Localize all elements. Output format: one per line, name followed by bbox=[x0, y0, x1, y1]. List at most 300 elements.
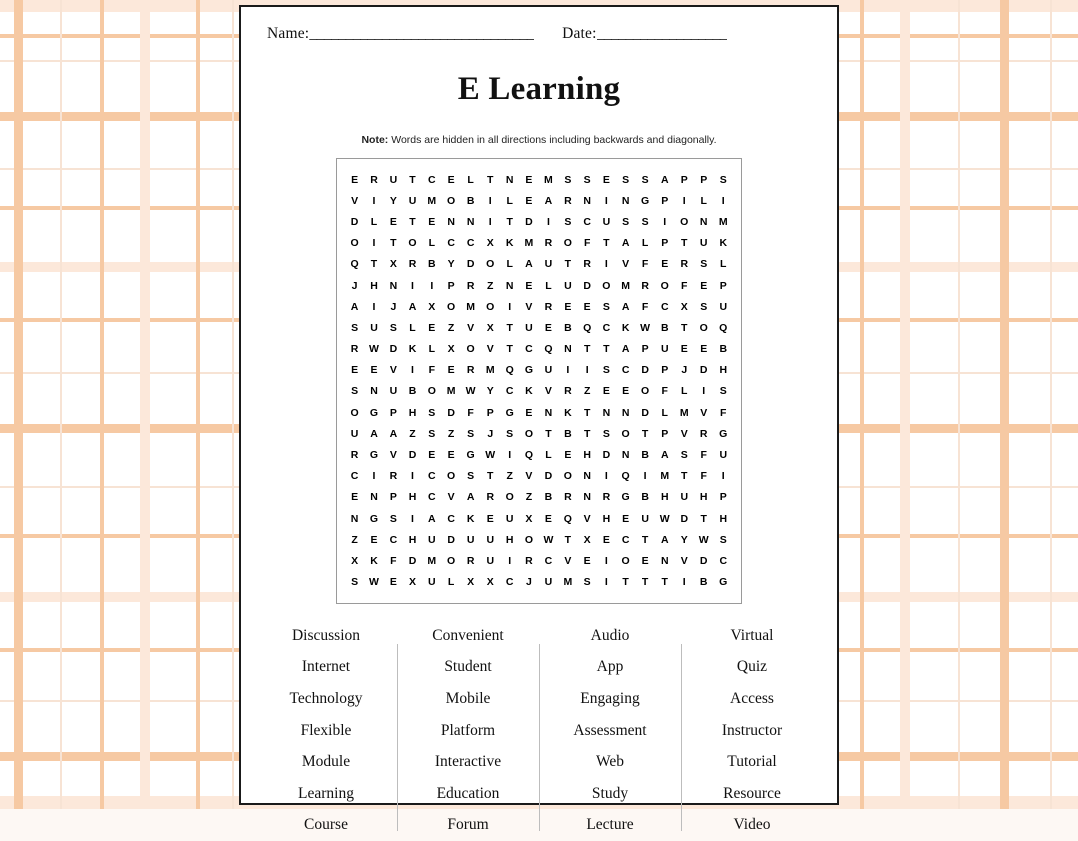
word-list-item[interactable]: Course bbox=[304, 816, 348, 834]
grid-cell[interactable]: K bbox=[505, 237, 514, 250]
grid-cell[interactable]: R bbox=[544, 237, 553, 250]
grid-cell[interactable]: J bbox=[390, 300, 397, 313]
grid-cell[interactable]: S bbox=[506, 427, 514, 440]
grid-cell[interactable]: G bbox=[369, 512, 379, 525]
grid-cell[interactable]: I bbox=[411, 470, 414, 483]
grid-cell[interactable]: U bbox=[525, 321, 533, 334]
grid-cell[interactable]: J bbox=[487, 427, 494, 440]
grid-cell[interactable]: N bbox=[621, 194, 630, 207]
grid-cell[interactable]: N bbox=[583, 491, 591, 504]
grid-cell[interactable]: Z bbox=[447, 321, 455, 334]
grid-cell[interactable]: P bbox=[641, 343, 649, 356]
grid-cell[interactable]: S bbox=[389, 321, 397, 334]
grid-cell[interactable]: A bbox=[660, 449, 669, 462]
grid-cell[interactable]: B bbox=[408, 385, 417, 398]
grid-cell[interactable]: B bbox=[564, 427, 572, 440]
grid-cell[interactable]: E bbox=[641, 554, 649, 567]
word-list-item[interactable]: Student bbox=[444, 658, 492, 676]
grid-cell[interactable]: O bbox=[447, 194, 456, 207]
grid-cell[interactable]: I bbox=[663, 215, 667, 228]
word-list-item[interactable]: Mobile bbox=[445, 689, 491, 707]
grid-cell[interactable]: C bbox=[427, 470, 436, 483]
grid-cell[interactable]: H bbox=[408, 533, 417, 546]
grid-cell[interactable]: N bbox=[699, 215, 708, 228]
grid-cell[interactable]: A bbox=[660, 533, 669, 546]
grid-cell[interactable]: U bbox=[486, 533, 495, 546]
grid-cell[interactable]: O bbox=[350, 406, 359, 419]
grid-cell[interactable]: I bbox=[488, 215, 492, 228]
grid-cell[interactable]: U bbox=[427, 533, 436, 546]
grid-cell[interactable]: L bbox=[467, 173, 474, 186]
grid-cell[interactable]: P bbox=[719, 491, 727, 504]
grid-cell[interactable]: T bbox=[681, 470, 688, 483]
grid-cell[interactable]: L bbox=[506, 194, 513, 207]
grid-cell[interactable]: D bbox=[602, 449, 611, 462]
grid-cell[interactable]: D bbox=[447, 533, 455, 546]
grid-cell[interactable]: X bbox=[486, 576, 494, 589]
grid-cell[interactable]: O bbox=[524, 427, 533, 440]
word-list-item[interactable]: Convenient bbox=[432, 626, 504, 644]
grid-cell[interactable]: S bbox=[680, 449, 688, 462]
grid-cell[interactable]: H bbox=[370, 279, 378, 292]
grid-cell[interactable]: L bbox=[641, 237, 649, 250]
grid-cell[interactable]: F bbox=[428, 364, 435, 377]
grid-cell[interactable]: Z bbox=[409, 427, 416, 440]
grid-cell[interactable]: N bbox=[505, 173, 514, 186]
grid-cell[interactable]: S bbox=[351, 576, 359, 589]
grid-cell[interactable]: Q bbox=[719, 321, 728, 334]
grid-cell[interactable]: E bbox=[447, 449, 455, 462]
grid-cell[interactable]: R bbox=[466, 364, 475, 377]
grid-cell[interactable]: E bbox=[486, 512, 494, 525]
grid-cell[interactable]: N bbox=[621, 406, 630, 419]
grid-cell[interactable]: B bbox=[719, 343, 728, 356]
grid-cell[interactable]: A bbox=[621, 300, 630, 313]
grid-cell[interactable]: N bbox=[389, 279, 398, 292]
grid-cell[interactable]: G bbox=[524, 364, 533, 377]
grid-cell[interactable]: L bbox=[428, 237, 435, 250]
grid-cell[interactable]: V bbox=[351, 194, 359, 207]
grid-cell[interactable]: K bbox=[408, 343, 417, 356]
grid-cell[interactable]: K bbox=[466, 512, 475, 525]
grid-cell[interactable]: N bbox=[621, 449, 630, 462]
grid-cell[interactable]: C bbox=[350, 470, 359, 483]
grid-cell[interactable]: O bbox=[524, 533, 533, 546]
grid-cell[interactable]: S bbox=[622, 173, 630, 186]
word-list-item[interactable]: Web bbox=[595, 753, 625, 771]
grid-cell[interactable]: X bbox=[389, 258, 397, 271]
grid-cell[interactable]: E bbox=[370, 364, 378, 377]
grid-cell[interactable]: W bbox=[369, 576, 379, 589]
grid-cell[interactable]: L bbox=[506, 258, 513, 271]
grid-cell[interactable]: T bbox=[409, 173, 416, 186]
grid-cell[interactable]: V bbox=[622, 258, 630, 271]
grid-cell[interactable]: A bbox=[389, 427, 398, 440]
grid-cell[interactable]: E bbox=[370, 533, 378, 546]
grid-cell[interactable]: E bbox=[389, 215, 397, 228]
grid-cell[interactable]: S bbox=[700, 258, 708, 271]
grid-cell[interactable]: T bbox=[603, 343, 610, 356]
grid-cell[interactable]: E bbox=[661, 258, 669, 271]
grid-cell[interactable]: F bbox=[641, 258, 649, 271]
grid-cell[interactable]: S bbox=[389, 512, 397, 525]
grid-cell[interactable]: S bbox=[602, 427, 610, 440]
grid-cell[interactable]: J bbox=[681, 364, 688, 377]
grid-cell[interactable]: C bbox=[389, 533, 398, 546]
grid-cell[interactable]: Z bbox=[487, 279, 494, 292]
grid-cell[interactable]: E bbox=[544, 321, 552, 334]
grid-cell[interactable]: T bbox=[681, 237, 688, 250]
grid-cell[interactable]: E bbox=[583, 554, 591, 567]
grid-cell[interactable]: M bbox=[718, 215, 728, 228]
grid-cell[interactable]: L bbox=[447, 576, 455, 589]
grid-cell[interactable]: N bbox=[544, 406, 553, 419]
grid-cell[interactable]: A bbox=[621, 343, 630, 356]
grid-cell[interactable]: T bbox=[506, 321, 513, 334]
grid-cell[interactable]: G bbox=[719, 576, 728, 589]
grid-cell[interactable]: M bbox=[485, 364, 495, 377]
grid-cell[interactable]: D bbox=[544, 470, 553, 483]
grid-cell[interactable]: L bbox=[428, 343, 435, 356]
grid-cell[interactable]: D bbox=[408, 554, 417, 567]
grid-cell[interactable]: O bbox=[621, 427, 630, 440]
grid-cell[interactable]: X bbox=[351, 554, 359, 567]
grid-cell[interactable]: R bbox=[680, 258, 689, 271]
grid-cell[interactable]: E bbox=[700, 343, 708, 356]
date-input-line[interactable]: __________________ bbox=[596, 25, 728, 42]
grid-cell[interactable]: I bbox=[372, 470, 376, 483]
grid-cell[interactable]: N bbox=[583, 194, 591, 207]
grid-cell[interactable]: S bbox=[467, 427, 475, 440]
grid-cell[interactable]: D bbox=[389, 343, 398, 356]
grid-cell[interactable]: I bbox=[488, 194, 492, 207]
grid-cell[interactable]: N bbox=[660, 554, 669, 567]
word-list-item[interactable]: Video bbox=[733, 816, 771, 834]
word-list-item[interactable]: App bbox=[596, 658, 624, 676]
grid-cell[interactable]: R bbox=[564, 385, 572, 398]
grid-cell[interactable]: C bbox=[427, 491, 436, 504]
grid-cell[interactable]: E bbox=[351, 173, 359, 186]
grid-cell[interactable]: M bbox=[621, 279, 631, 292]
grid-cell[interactable]: C bbox=[505, 385, 514, 398]
grid-cell[interactable]: E bbox=[389, 576, 397, 589]
grid-cell[interactable]: M bbox=[466, 300, 475, 313]
grid-cell[interactable]: O bbox=[602, 279, 611, 292]
grid-cell[interactable]: U bbox=[544, 364, 553, 377]
grid-cell[interactable]: V bbox=[525, 470, 533, 483]
word-list-item[interactable]: Interactive bbox=[434, 753, 502, 771]
grid-cell[interactable]: S bbox=[583, 173, 591, 186]
grid-cell[interactable]: M bbox=[524, 237, 534, 250]
grid-cell[interactable]: F bbox=[467, 406, 474, 419]
grid-cell[interactable]: S bbox=[467, 470, 475, 483]
grid-cell[interactable]: O bbox=[447, 470, 456, 483]
grid-cell[interactable]: M bbox=[660, 470, 670, 483]
word-search-grid[interactable] bbox=[336, 158, 742, 604]
grid-cell[interactable]: G bbox=[641, 194, 650, 207]
grid-cell[interactable]: E bbox=[447, 364, 455, 377]
grid-cell[interactable]: F bbox=[720, 406, 727, 419]
grid-cell[interactable]: H bbox=[719, 512, 728, 525]
grid-cell[interactable]: E bbox=[680, 343, 688, 356]
grid-cell[interactable]: I bbox=[566, 364, 570, 377]
grid-cell[interactable]: U bbox=[389, 385, 398, 398]
grid-cell[interactable]: I bbox=[372, 300, 376, 313]
grid-cell[interactable]: Q bbox=[350, 258, 359, 271]
grid-cell[interactable]: O bbox=[505, 491, 514, 504]
grid-cell[interactable]: B bbox=[466, 194, 475, 207]
grid-cell[interactable]: S bbox=[719, 173, 727, 186]
grid-cell[interactable]: O bbox=[350, 237, 359, 250]
grid-cell[interactable]: B bbox=[544, 491, 553, 504]
grid-cell[interactable]: V bbox=[564, 554, 572, 567]
grid-cell[interactable]: Q bbox=[524, 449, 533, 462]
grid-cell[interactable]: W bbox=[698, 533, 709, 546]
grid-cell[interactable]: I bbox=[508, 554, 512, 567]
grid-cell[interactable]: U bbox=[370, 321, 378, 334]
grid-cell[interactable]: R bbox=[370, 173, 378, 186]
grid-cell[interactable]: F bbox=[390, 554, 397, 567]
grid-cell[interactable]: F bbox=[700, 470, 707, 483]
grid-cell[interactable]: C bbox=[427, 173, 436, 186]
grid-cell[interactable]: U bbox=[544, 576, 553, 589]
grid-cell[interactable]: V bbox=[467, 321, 475, 334]
grid-cell[interactable]: E bbox=[525, 406, 533, 419]
grid-cell[interactable]: B bbox=[641, 491, 649, 504]
grid-cell[interactable]: O bbox=[427, 385, 436, 398]
grid-cell[interactable]: M bbox=[427, 194, 437, 207]
grid-cell[interactable]: N bbox=[447, 215, 455, 228]
grid-cell[interactable]: A bbox=[350, 300, 359, 313]
grid-cell[interactable]: O bbox=[447, 300, 456, 313]
grid-cell[interactable]: C bbox=[621, 364, 630, 377]
word-list-item[interactable]: Forum bbox=[447, 816, 489, 834]
grid-cell[interactable]: T bbox=[370, 258, 378, 271]
grid-cell[interactable]: I bbox=[604, 554, 608, 567]
grid-cell[interactable]: X bbox=[583, 533, 591, 546]
grid-cell[interactable]: R bbox=[466, 554, 475, 567]
grid-cell[interactable]: E bbox=[602, 533, 610, 546]
grid-cell[interactable]: E bbox=[351, 364, 359, 377]
grid-cell[interactable]: H bbox=[699, 491, 708, 504]
grid-cell[interactable]: L bbox=[720, 258, 727, 271]
grid-cell[interactable]: O bbox=[680, 215, 689, 228]
grid-cell[interactable]: T bbox=[700, 512, 707, 525]
grid-cell[interactable]: S bbox=[351, 321, 359, 334]
grid-cell[interactable]: M bbox=[427, 554, 437, 567]
grid-cell[interactable]: I bbox=[604, 258, 608, 271]
word-list-item[interactable]: Instructor bbox=[721, 721, 783, 739]
grid-cell[interactable]: V bbox=[447, 491, 455, 504]
grid-cell[interactable]: L bbox=[681, 385, 688, 398]
grid-cell[interactable]: E bbox=[622, 385, 630, 398]
grid-cell[interactable]: L bbox=[409, 321, 416, 334]
grid-cell[interactable]: E bbox=[447, 173, 455, 186]
grid-cell[interactable]: S bbox=[602, 300, 610, 313]
grid-cell[interactable]: A bbox=[466, 491, 475, 504]
grid-cell[interactable]: T bbox=[641, 576, 649, 589]
grid-cell[interactable]: I bbox=[508, 300, 512, 313]
grid-cell[interactable]: K bbox=[525, 385, 533, 398]
grid-cell[interactable]: T bbox=[564, 258, 572, 271]
grid-cell[interactable]: H bbox=[408, 491, 417, 504]
grid-cell[interactable]: G bbox=[621, 491, 630, 504]
grid-cell[interactable]: I bbox=[682, 576, 686, 589]
grid-cell[interactable]: A bbox=[544, 194, 553, 207]
grid-cell[interactable]: E bbox=[351, 491, 359, 504]
grid-cell[interactable]: T bbox=[390, 237, 397, 250]
grid-cell[interactable]: W bbox=[485, 449, 496, 462]
grid-cell[interactable]: T bbox=[506, 343, 513, 356]
grid-cell[interactable]: N bbox=[602, 406, 611, 419]
grid-cell[interactable]: V bbox=[389, 364, 397, 377]
grid-cell[interactable]: T bbox=[661, 576, 668, 589]
grid-cell[interactable]: S bbox=[641, 215, 649, 228]
grid-cell[interactable]: U bbox=[699, 237, 708, 250]
grid-cell[interactable]: T bbox=[409, 215, 416, 228]
grid-cell[interactable]: L bbox=[700, 194, 707, 207]
grid-cell[interactable]: P bbox=[661, 427, 669, 440]
grid-cell[interactable]: F bbox=[583, 237, 591, 250]
grid-cell[interactable]: R bbox=[544, 300, 553, 313]
grid-cell[interactable]: L bbox=[545, 279, 552, 292]
grid-cell[interactable]: Z bbox=[447, 427, 455, 440]
grid-cell[interactable]: R bbox=[699, 427, 708, 440]
grid-cell[interactable]: X bbox=[447, 343, 455, 356]
word-list-item[interactable]: Internet bbox=[301, 658, 351, 676]
name-input-line[interactable]: _______________________________ bbox=[309, 25, 535, 42]
grid-cell[interactable]: S bbox=[583, 576, 591, 589]
grid-cell[interactable]: U bbox=[660, 343, 669, 356]
grid-cell[interactable]: W bbox=[465, 385, 476, 398]
grid-cell[interactable]: W bbox=[659, 512, 670, 525]
grid-cell[interactable]: R bbox=[564, 491, 572, 504]
grid-cell[interactable]: X bbox=[680, 300, 688, 313]
word-list-item[interactable]: Lecture bbox=[586, 816, 634, 834]
grid-cell[interactable]: U bbox=[602, 215, 611, 228]
grid-cell[interactable]: O bbox=[563, 237, 572, 250]
grid-cell[interactable]: E bbox=[700, 279, 708, 292]
grid-cell[interactable]: S bbox=[428, 406, 436, 419]
grid-cell[interactable]: S bbox=[351, 385, 359, 398]
grid-cell[interactable]: D bbox=[699, 554, 708, 567]
grid-cell[interactable]: O bbox=[621, 554, 630, 567]
grid-cell[interactable]: V bbox=[680, 554, 688, 567]
grid-cell[interactable]: X bbox=[428, 300, 436, 313]
word-list-item[interactable]: Discussion bbox=[291, 626, 361, 644]
grid-cell[interactable]: U bbox=[350, 427, 359, 440]
grid-cell[interactable]: I bbox=[411, 364, 414, 377]
grid-cell[interactable]: R bbox=[583, 258, 591, 271]
grid-cell[interactable]: W bbox=[543, 533, 554, 546]
grid-cell[interactable]: U bbox=[544, 258, 553, 271]
grid-cell[interactable]: V bbox=[486, 343, 494, 356]
word-list-item[interactable]: Study bbox=[591, 784, 629, 802]
grid-cell[interactable]: G bbox=[719, 427, 728, 440]
grid-cell[interactable]: N bbox=[466, 215, 475, 228]
grid-cell[interactable]: G bbox=[369, 449, 379, 462]
grid-cell[interactable]: R bbox=[408, 258, 417, 271]
grid-cell[interactable]: F bbox=[681, 279, 688, 292]
grid-cell[interactable]: I bbox=[721, 470, 725, 483]
grid-cell[interactable]: I bbox=[604, 470, 608, 483]
grid-cell[interactable]: V bbox=[525, 300, 533, 313]
grid-cell[interactable]: I bbox=[604, 576, 608, 589]
word-list-item[interactable]: Flexible bbox=[300, 721, 352, 739]
grid-cell[interactable]: A bbox=[525, 258, 533, 271]
grid-cell[interactable]: R bbox=[641, 279, 649, 292]
grid-cell[interactable]: L bbox=[370, 215, 378, 228]
grid-cell[interactable]: N bbox=[505, 279, 514, 292]
grid-cell[interactable]: D bbox=[699, 364, 708, 377]
grid-cell[interactable]: P bbox=[700, 173, 708, 186]
grid-cell[interactable]: C bbox=[466, 237, 475, 250]
grid-cell[interactable]: P bbox=[661, 194, 669, 207]
grid-cell[interactable]: P bbox=[389, 491, 397, 504]
grid-cell[interactable]: A bbox=[660, 173, 669, 186]
grid-cell[interactable]: O bbox=[563, 470, 572, 483]
grid-cell[interactable]: O bbox=[466, 343, 475, 356]
grid-cell[interactable]: K bbox=[564, 406, 572, 419]
word-list-item[interactable]: Learning bbox=[298, 784, 354, 802]
grid-cell[interactable]: U bbox=[641, 512, 649, 525]
grid-cell[interactable]: T bbox=[506, 215, 513, 228]
grid-cell[interactable]: N bbox=[583, 470, 591, 483]
word-list-item[interactable]: Engaging bbox=[580, 689, 640, 707]
grid-cell[interactable]: L bbox=[661, 406, 668, 419]
grid-cell[interactable]: R bbox=[350, 343, 359, 356]
grid-cell[interactable]: I bbox=[682, 194, 686, 207]
grid-cell[interactable]: I bbox=[546, 215, 550, 228]
grid-cell[interactable]: O bbox=[486, 258, 495, 271]
grid-cell[interactable]: O bbox=[447, 554, 456, 567]
grid-cell[interactable]: J bbox=[526, 576, 532, 589]
grid-cell[interactable]: Y bbox=[486, 385, 494, 398]
grid-cell[interactable]: K bbox=[370, 554, 378, 567]
grid-cell[interactable]: Q bbox=[583, 321, 592, 334]
grid-cell[interactable]: U bbox=[719, 449, 728, 462]
grid-cell[interactable]: B bbox=[660, 321, 669, 334]
grid-cell[interactable]: I bbox=[585, 364, 589, 377]
grid-cell[interactable]: O bbox=[408, 237, 417, 250]
grid-cell[interactable]: H bbox=[583, 449, 591, 462]
grid-cell[interactable]: T bbox=[641, 533, 649, 546]
grid-cell[interactable]: T bbox=[622, 576, 629, 589]
word-list-item[interactable]: Module bbox=[301, 753, 351, 771]
grid-cell[interactable]: N bbox=[564, 343, 572, 356]
grid-cell[interactable]: V bbox=[389, 449, 397, 462]
grid-cell[interactable]: T bbox=[487, 173, 494, 186]
grid-cell[interactable]: U bbox=[564, 279, 572, 292]
grid-cell[interactable]: H bbox=[660, 491, 669, 504]
grid-cell[interactable]: I bbox=[372, 194, 376, 207]
grid-cell[interactable]: T bbox=[487, 470, 494, 483]
grid-cell[interactable]: J bbox=[351, 279, 358, 292]
grid-cell[interactable]: B bbox=[564, 321, 572, 334]
grid-cell[interactable]: H bbox=[505, 533, 514, 546]
grid-cell[interactable]: M bbox=[544, 173, 553, 186]
grid-cell[interactable]: R bbox=[389, 470, 398, 483]
grid-cell[interactable]: T bbox=[641, 427, 649, 440]
grid-cell[interactable]: P bbox=[680, 173, 688, 186]
grid-cell[interactable]: E bbox=[583, 300, 591, 313]
grid-cell[interactable]: E bbox=[428, 215, 436, 228]
grid-cell[interactable]: Z bbox=[351, 533, 358, 546]
grid-cell[interactable]: K bbox=[719, 237, 728, 250]
grid-cell[interactable]: T bbox=[583, 406, 591, 419]
grid-cell[interactable]: D bbox=[350, 215, 359, 228]
word-list-item[interactable]: Resource bbox=[723, 784, 781, 802]
